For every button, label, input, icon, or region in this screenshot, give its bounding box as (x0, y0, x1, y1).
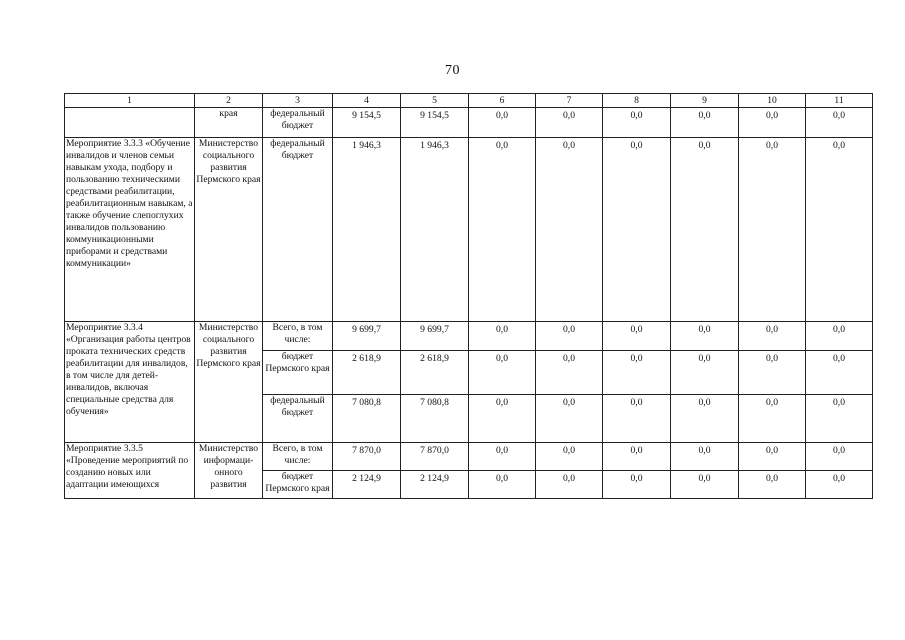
funding-source: Всего, в том числе: (263, 322, 333, 351)
value-cell: 7 080,8 (333, 395, 401, 443)
table-row (65, 138, 873, 322)
col-header: 6 (469, 94, 536, 108)
funding-source: федеральный бюджет (263, 395, 333, 443)
col-header: 4 (333, 94, 401, 108)
value-cell: 0,0 (469, 443, 536, 471)
value-cell: 1 946,3 (333, 138, 401, 322)
col-header: 11 (806, 94, 873, 108)
value-cell: 0,0 (671, 395, 739, 443)
value-cell: 0,0 (806, 138, 873, 322)
value-cell: 0,0 (671, 108, 739, 138)
executor: Министерство информаци-онного развития (195, 443, 263, 499)
budget-table (64, 93, 873, 499)
value-cell: 0,0 (806, 443, 873, 471)
value-cell: 9 154,5 (333, 108, 401, 138)
value-cell: 0,0 (671, 471, 739, 499)
value-cell: 7 870,0 (333, 443, 401, 471)
table-row (65, 108, 873, 138)
value-cell: 2 618,9 (401, 351, 469, 395)
value-cell: 0,0 (536, 108, 603, 138)
value-cell: 0,0 (603, 351, 671, 395)
executor: края (195, 108, 263, 138)
value-cell: 0,0 (806, 322, 873, 351)
value-cell: 2 124,9 (401, 471, 469, 499)
value-cell: 0,0 (671, 138, 739, 322)
value-cell: 0,0 (739, 322, 806, 351)
value-cell: 0,0 (739, 395, 806, 443)
value-cell: 0,0 (536, 443, 603, 471)
funding-source: бюджет Пермского края (263, 471, 333, 499)
col-header: 7 (536, 94, 603, 108)
value-cell: 0,0 (536, 395, 603, 443)
value-cell: 2 618,9 (333, 351, 401, 395)
value-cell: 0,0 (806, 471, 873, 499)
value-cell: 7 080,8 (401, 395, 469, 443)
activity-name: Мероприятие 3.3.4 «Организация работы центров проката технических средств реабилитации для инвалидов, в том числе для детей-инвалидов, включая специальные средства для обучения» (65, 322, 195, 443)
value-cell: 9 699,7 (401, 322, 469, 351)
value-cell: 0,0 (603, 138, 671, 322)
funding-source: федеральный бюджет (263, 138, 333, 322)
value-cell: 0,0 (806, 395, 873, 443)
value-cell: 0,0 (739, 351, 806, 395)
value-cell: 0,0 (671, 351, 739, 395)
value-cell: 7 870,0 (401, 443, 469, 471)
executor: Министерство социального развития Пермского края (195, 138, 263, 322)
col-header: 9 (671, 94, 739, 108)
value-cell: 0,0 (739, 108, 806, 138)
executor: Министерство социального развития Пермского края (195, 322, 263, 443)
value-cell: 0,0 (469, 138, 536, 322)
value-cell: 0,0 (739, 138, 806, 322)
value-cell: 0,0 (469, 108, 536, 138)
value-cell: 0,0 (536, 138, 603, 322)
column-number-row (65, 94, 873, 108)
value-cell: 0,0 (671, 322, 739, 351)
value-cell: 0,0 (603, 471, 671, 499)
value-cell: 0,0 (806, 351, 873, 395)
value-cell: 0,0 (469, 471, 536, 499)
col-header: 2 (195, 94, 263, 108)
value-cell: 0,0 (739, 443, 806, 471)
activity-name (65, 108, 195, 138)
value-cell: 2 124,9 (333, 471, 401, 499)
funding-source: федеральный бюджет (263, 108, 333, 138)
value-cell: 0,0 (603, 395, 671, 443)
value-cell: 9 154,5 (401, 108, 469, 138)
col-header: 3 (263, 94, 333, 108)
col-header: 1 (65, 94, 195, 108)
activity-name: Мероприятие 3.3.5 «Проведение мероприятий по созданию новых или адаптации имеющихся (65, 443, 195, 499)
col-header: 8 (603, 94, 671, 108)
value-cell: 0,0 (469, 351, 536, 395)
table-row (65, 322, 873, 351)
value-cell: 0,0 (806, 108, 873, 138)
value-cell: 0,0 (536, 322, 603, 351)
value-cell: 0,0 (536, 471, 603, 499)
funding-source: Всего, в том числе: (263, 443, 333, 471)
value-cell: 0,0 (603, 322, 671, 351)
value-cell: 0,0 (671, 443, 739, 471)
value-cell: 0,0 (603, 443, 671, 471)
value-cell: 0,0 (603, 108, 671, 138)
value-cell: 1 946,3 (401, 138, 469, 322)
col-header: 5 (401, 94, 469, 108)
table-row (65, 443, 873, 471)
funding-source: бюджет Пермского края (263, 351, 333, 395)
activity-name: Мероприятие 3.3.3 «Обучение инвалидов и членов семьи навыкам ухода, подбору и пользованию техническими средствами реабилитации, реабилитационным навыкам, а также обучение слепоглухих инвалидов пользованию коммуникационными приборами и средствами коммуникации» (65, 138, 195, 322)
value-cell: 9 699,7 (333, 322, 401, 351)
value-cell: 0,0 (739, 471, 806, 499)
value-cell: 0,0 (536, 351, 603, 395)
value-cell: 0,0 (469, 322, 536, 351)
col-header: 10 (739, 94, 806, 108)
value-cell: 0,0 (469, 395, 536, 443)
page-number: 70 (445, 63, 460, 78)
